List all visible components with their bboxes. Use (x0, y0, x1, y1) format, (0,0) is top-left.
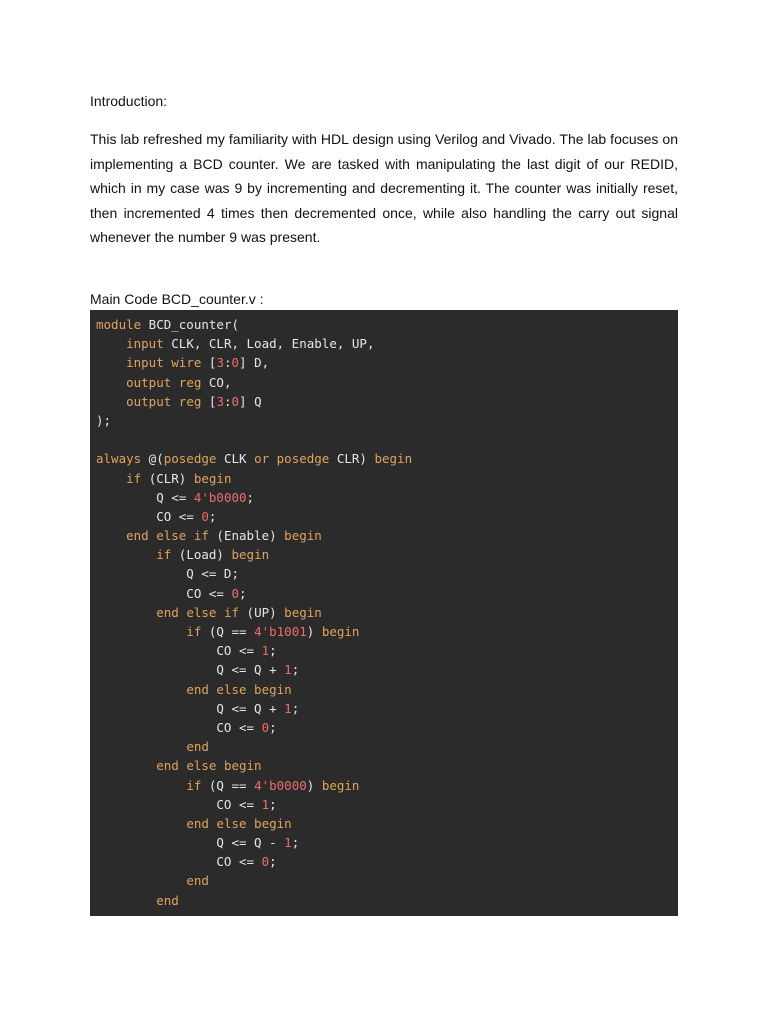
code-keyword: begin (284, 604, 322, 620)
code-number: 3 (216, 355, 224, 371)
code-text: ; (291, 700, 300, 716)
code-line (96, 334, 672, 353)
code-line (96, 814, 672, 833)
code-line (96, 488, 672, 507)
code-keyword: if (186, 624, 202, 639)
code-text (96, 873, 186, 888)
code-text: CLK (216, 451, 255, 467)
code-text: Q <= Q - (96, 835, 285, 851)
code-text: ; (291, 835, 300, 851)
code-text: (UP) (239, 604, 285, 620)
code-line (96, 315, 672, 334)
code-line (96, 449, 672, 468)
code-keyword: if (156, 547, 172, 563)
code-keyword: end (156, 892, 179, 908)
code-text: ; (246, 489, 255, 505)
code-keyword: input wire (126, 355, 202, 371)
code-number: 1 (261, 643, 270, 659)
code-line (96, 584, 672, 603)
code-number: 4'b0000 (193, 489, 247, 505)
code-text: ); (96, 412, 112, 428)
code-line (96, 469, 672, 488)
code-text: (CLR) (141, 470, 194, 486)
code-line (96, 891, 672, 910)
intro-heading: Introduction: (90, 93, 168, 109)
code-line (96, 776, 672, 795)
code-keyword: input (126, 336, 164, 352)
code-line (96, 871, 672, 890)
code-line (96, 641, 672, 660)
code-text: : (223, 393, 232, 409)
code-keyword: begin (321, 624, 360, 639)
code-line (96, 411, 672, 430)
code-text: @( (141, 451, 164, 467)
code-text: ; (208, 508, 217, 524)
code-text (96, 528, 126, 543)
code-text: Q <= Q + (96, 700, 285, 716)
code-keyword: or posedge (254, 451, 330, 467)
code-number: 0 (231, 393, 240, 409)
code-keyword: begin (374, 451, 413, 467)
code-number: 1 (284, 835, 292, 851)
code-keyword: output reg (126, 374, 202, 390)
code-line (96, 852, 672, 871)
code-number: 1 (284, 662, 292, 678)
code-keyword: end (186, 739, 209, 755)
code-text (96, 336, 126, 351)
code-line (96, 833, 672, 852)
code-line (96, 622, 672, 641)
intro-paragraph: This lab refreshed my familiarity with HDL design using Verilog and Vivado. The lab focuses on implementing a BCD counter. We are tasked with manipulating the last digit of our REDID, which in my case was 9 by incrementing and decrementing it. The counter was initially reset, then incremented 4 times then decremented once, while also handling the carry out signal whenever the number 9 was present. (90, 131, 678, 246)
code-number: 4'b1001 (254, 624, 307, 639)
code-text (96, 471, 126, 486)
code-keyword: begin (193, 470, 232, 486)
code-text: ] D, (239, 355, 270, 371)
code-text: CO <= (96, 643, 262, 659)
code-number: 3 (216, 393, 224, 409)
code-number: 1 (284, 700, 292, 716)
code-keyword: end else begin (186, 681, 292, 697)
code-text: CO <= (96, 796, 262, 812)
code-text: (Enable) (208, 528, 285, 544)
code-text: ; (239, 585, 247, 601)
code-text (96, 624, 186, 639)
code-text: Q <= D; (96, 566, 239, 582)
code-text: (Q == (201, 624, 255, 639)
code-text: ; (269, 643, 277, 659)
code-line (96, 430, 672, 449)
code-keyword: end else if (156, 604, 240, 620)
code-line (96, 756, 672, 775)
code-text: CO, (201, 374, 232, 390)
code-line (96, 603, 672, 622)
code-number: 0 (231, 355, 240, 371)
code-text: [ (201, 393, 217, 409)
code-number: 0 (261, 854, 270, 870)
code-line (96, 795, 672, 814)
code-keyword: module (96, 317, 142, 332)
code-section-title: Main Code BCD_counter.v : (90, 291, 264, 307)
code-text (96, 394, 126, 409)
code-text: CLK, CLR, Load, Enable, UP, (163, 336, 375, 352)
code-number: 1 (261, 796, 270, 812)
code-number: 4'b0000 (254, 777, 307, 793)
code-text (96, 682, 186, 697)
code-keyword: end else if (126, 528, 209, 544)
code-line (96, 737, 672, 756)
code-keyword: output reg (126, 393, 202, 409)
code-number: 0 (201, 508, 209, 524)
code-line (96, 660, 672, 679)
code-text (96, 547, 156, 562)
code-line (96, 373, 672, 392)
code-text: CO <= (96, 719, 262, 735)
code-text: [ (201, 355, 217, 371)
code-text: ; (269, 854, 277, 870)
code-keyword: begin (284, 528, 322, 544)
code-text: ; (269, 719, 277, 735)
code-line (96, 392, 672, 411)
code-line (96, 699, 672, 718)
code-number: 0 (231, 585, 239, 601)
code-line (96, 526, 672, 545)
code-line (96, 545, 672, 564)
code-text: ) (306, 777, 322, 793)
code-keyword: end else begin (186, 815, 292, 831)
code-text (96, 816, 186, 831)
code-text: ; (291, 662, 300, 678)
code-text: Q <= (96, 489, 194, 505)
code-text (96, 739, 186, 754)
code-text: ) (306, 624, 322, 639)
code-text: (Load) (171, 547, 232, 563)
code-text: CO <= (96, 585, 232, 601)
code-keyword: begin (321, 777, 360, 793)
code-text (96, 605, 156, 620)
code-text: CO <= (96, 854, 262, 870)
code-text (96, 375, 126, 390)
code-text: Q <= Q + (96, 662, 285, 678)
code-keyword: if (186, 777, 202, 793)
code-line (96, 564, 672, 583)
code-text (96, 758, 156, 773)
code-text: (Q == (201, 777, 255, 793)
code-text: BCD_counter( (141, 317, 239, 332)
code-text: ; (269, 796, 277, 812)
code-text: ] Q (239, 393, 262, 409)
code-keyword: posedge (163, 451, 217, 467)
code-text (96, 893, 156, 908)
code-keyword: always (96, 451, 142, 467)
code-keyword: begin (231, 547, 270, 563)
code-line (96, 507, 672, 526)
code-line (96, 353, 672, 372)
code-block (90, 310, 678, 916)
code-keyword: end else begin (156, 758, 262, 774)
code-text: : (223, 355, 232, 371)
code-text (96, 778, 186, 793)
code-keyword: end (186, 873, 209, 889)
code-text (96, 355, 126, 370)
code-line (96, 718, 672, 737)
code-text: CO <= (96, 508, 202, 524)
code-line (96, 680, 672, 699)
code-keyword: if (126, 470, 142, 486)
code-text: CLR) (329, 451, 375, 467)
code-number: 0 (261, 719, 270, 735)
